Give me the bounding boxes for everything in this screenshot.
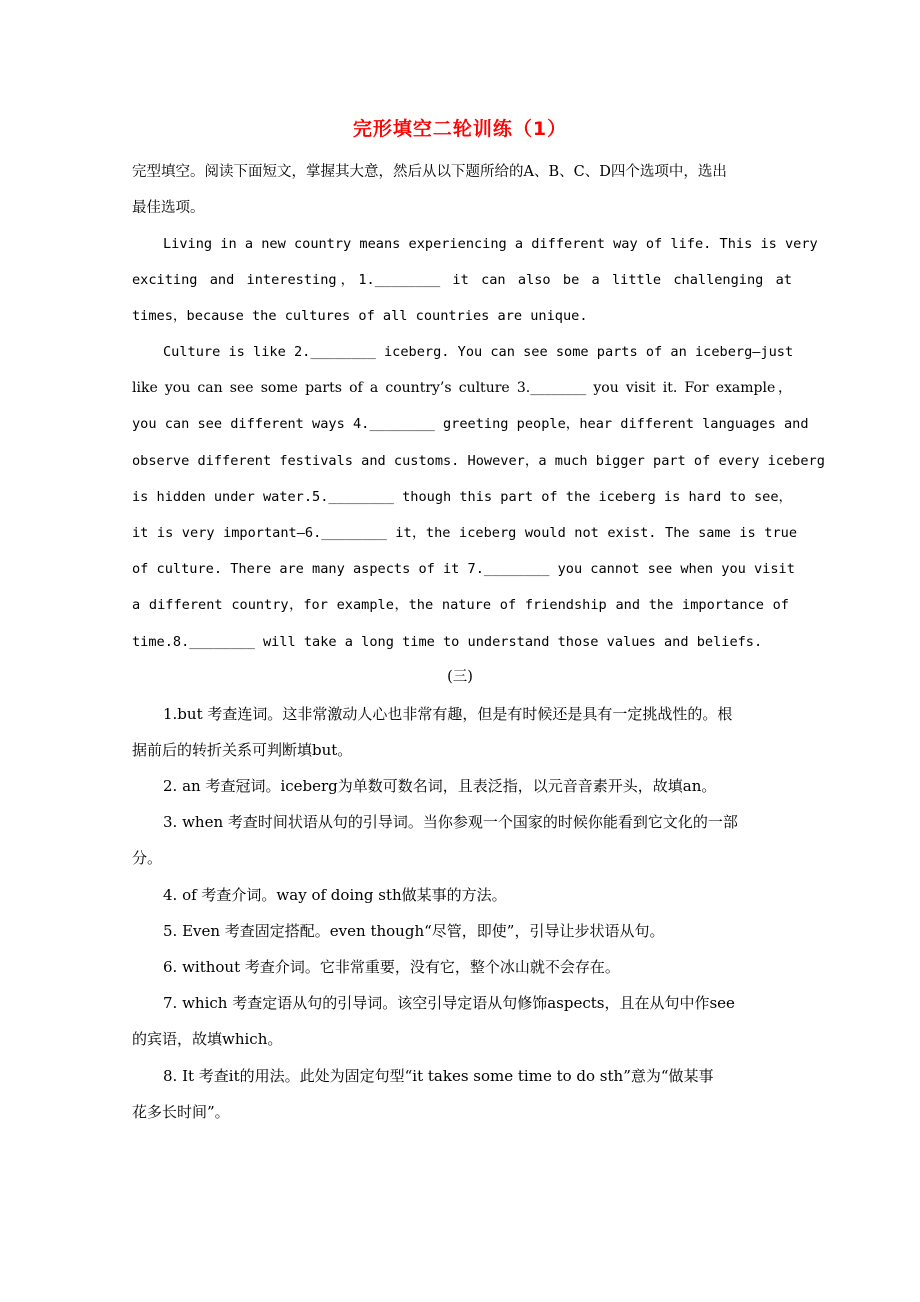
answer-7-line-2: 的宾语，故填which。 (132, 1030, 283, 1048)
passage-p2-line-8: a different country，for example，the nature of friendship and the importance of (132, 597, 789, 613)
answer-6: 6. without 考查介词。它非常重要，没有它，整个冰山就不会存在。 (163, 958, 620, 976)
answer-1-line-2: 据前后的转折关系可判断填but。 (132, 741, 353, 759)
passage-p2-line-2: like you can see some parts of a country’s culture 3.________ you visit it. For example， (132, 380, 792, 396)
passage-p2-line-1: Culture is like 2.________ iceberg. You can see some parts of an iceberg—just (163, 344, 794, 360)
answer-5: 5. Even 考查固定搭配。even though“尽管，即使”，引导让步状语从句。 (163, 922, 665, 940)
passage-p2-line-4: observe different festivals and customs. However，a much bigger part of every iceberg (132, 453, 825, 469)
section-label: (三) (447, 669, 473, 685)
passage-p2-line-9: time.8.________ will take a long time to understand those values and beliefs. (132, 634, 763, 650)
page-title: 完形填空二轮训练（1） (352, 118, 568, 140)
passage-p2-line-7: of culture. There are many aspects of it 7.________ you cannot see when you visit (132, 561, 795, 577)
passage-p1-line-2: exciting and interesting，1.________ it can also be a little challenging at (132, 272, 792, 288)
passage-p1-line-3: times，because the cultures of all countries are unique. (132, 308, 588, 324)
answer-4: 4. of 考查介词。way of doing sth做某事的方法。 (163, 886, 507, 904)
passage-p2-line-3: you can see different ways 4.________ greeting people，hear different languages and (132, 416, 809, 432)
instructions-line-2: 最佳选项。 (132, 200, 205, 216)
answer-3-line-2: 分。 (132, 849, 163, 867)
answer-8-line-1: 8. It 考查it的用法。此处为固定句型“it takes some time to do sth”意为“做某事 (163, 1067, 714, 1085)
answer-3-line-1: 3. when 考查时间状语从句的引导词。当你参观一个国家的时候你能看到它文化的一部 (163, 813, 738, 831)
answer-2: 2. an 考查冠词。iceberg为单数可数名词，且表泛指，以元音音素开头，故填an。 (163, 777, 717, 795)
instructions-line-1: 完型填空。阅读下面短文，掌握其大意，然后从以下题所给的A、B、C、D四个选项中，选出 (132, 164, 727, 180)
passage-p1-line-1: Living in a new country means experiencing a different way of life. This is very (163, 236, 818, 252)
answer-7-line-1: 7. which 考查定语从句的引导词。该空引导定语从句修饰aspects，且在从句中作see (163, 994, 735, 1012)
passage-p2-line-6: it is very important—6.________ it，the iceberg would not exist. The same is true (132, 525, 797, 541)
passage-p2-line-5: is hidden under water.5.________ though this part of the iceberg is hard to see， (132, 489, 793, 505)
answer-1-line-1: 1.but 考查连词。这非常激动人心也非常有趣，但是有时候还是具有一定挑战性的。根 (163, 705, 733, 723)
answer-8-line-2: 花多长时间”。 (132, 1103, 230, 1121)
